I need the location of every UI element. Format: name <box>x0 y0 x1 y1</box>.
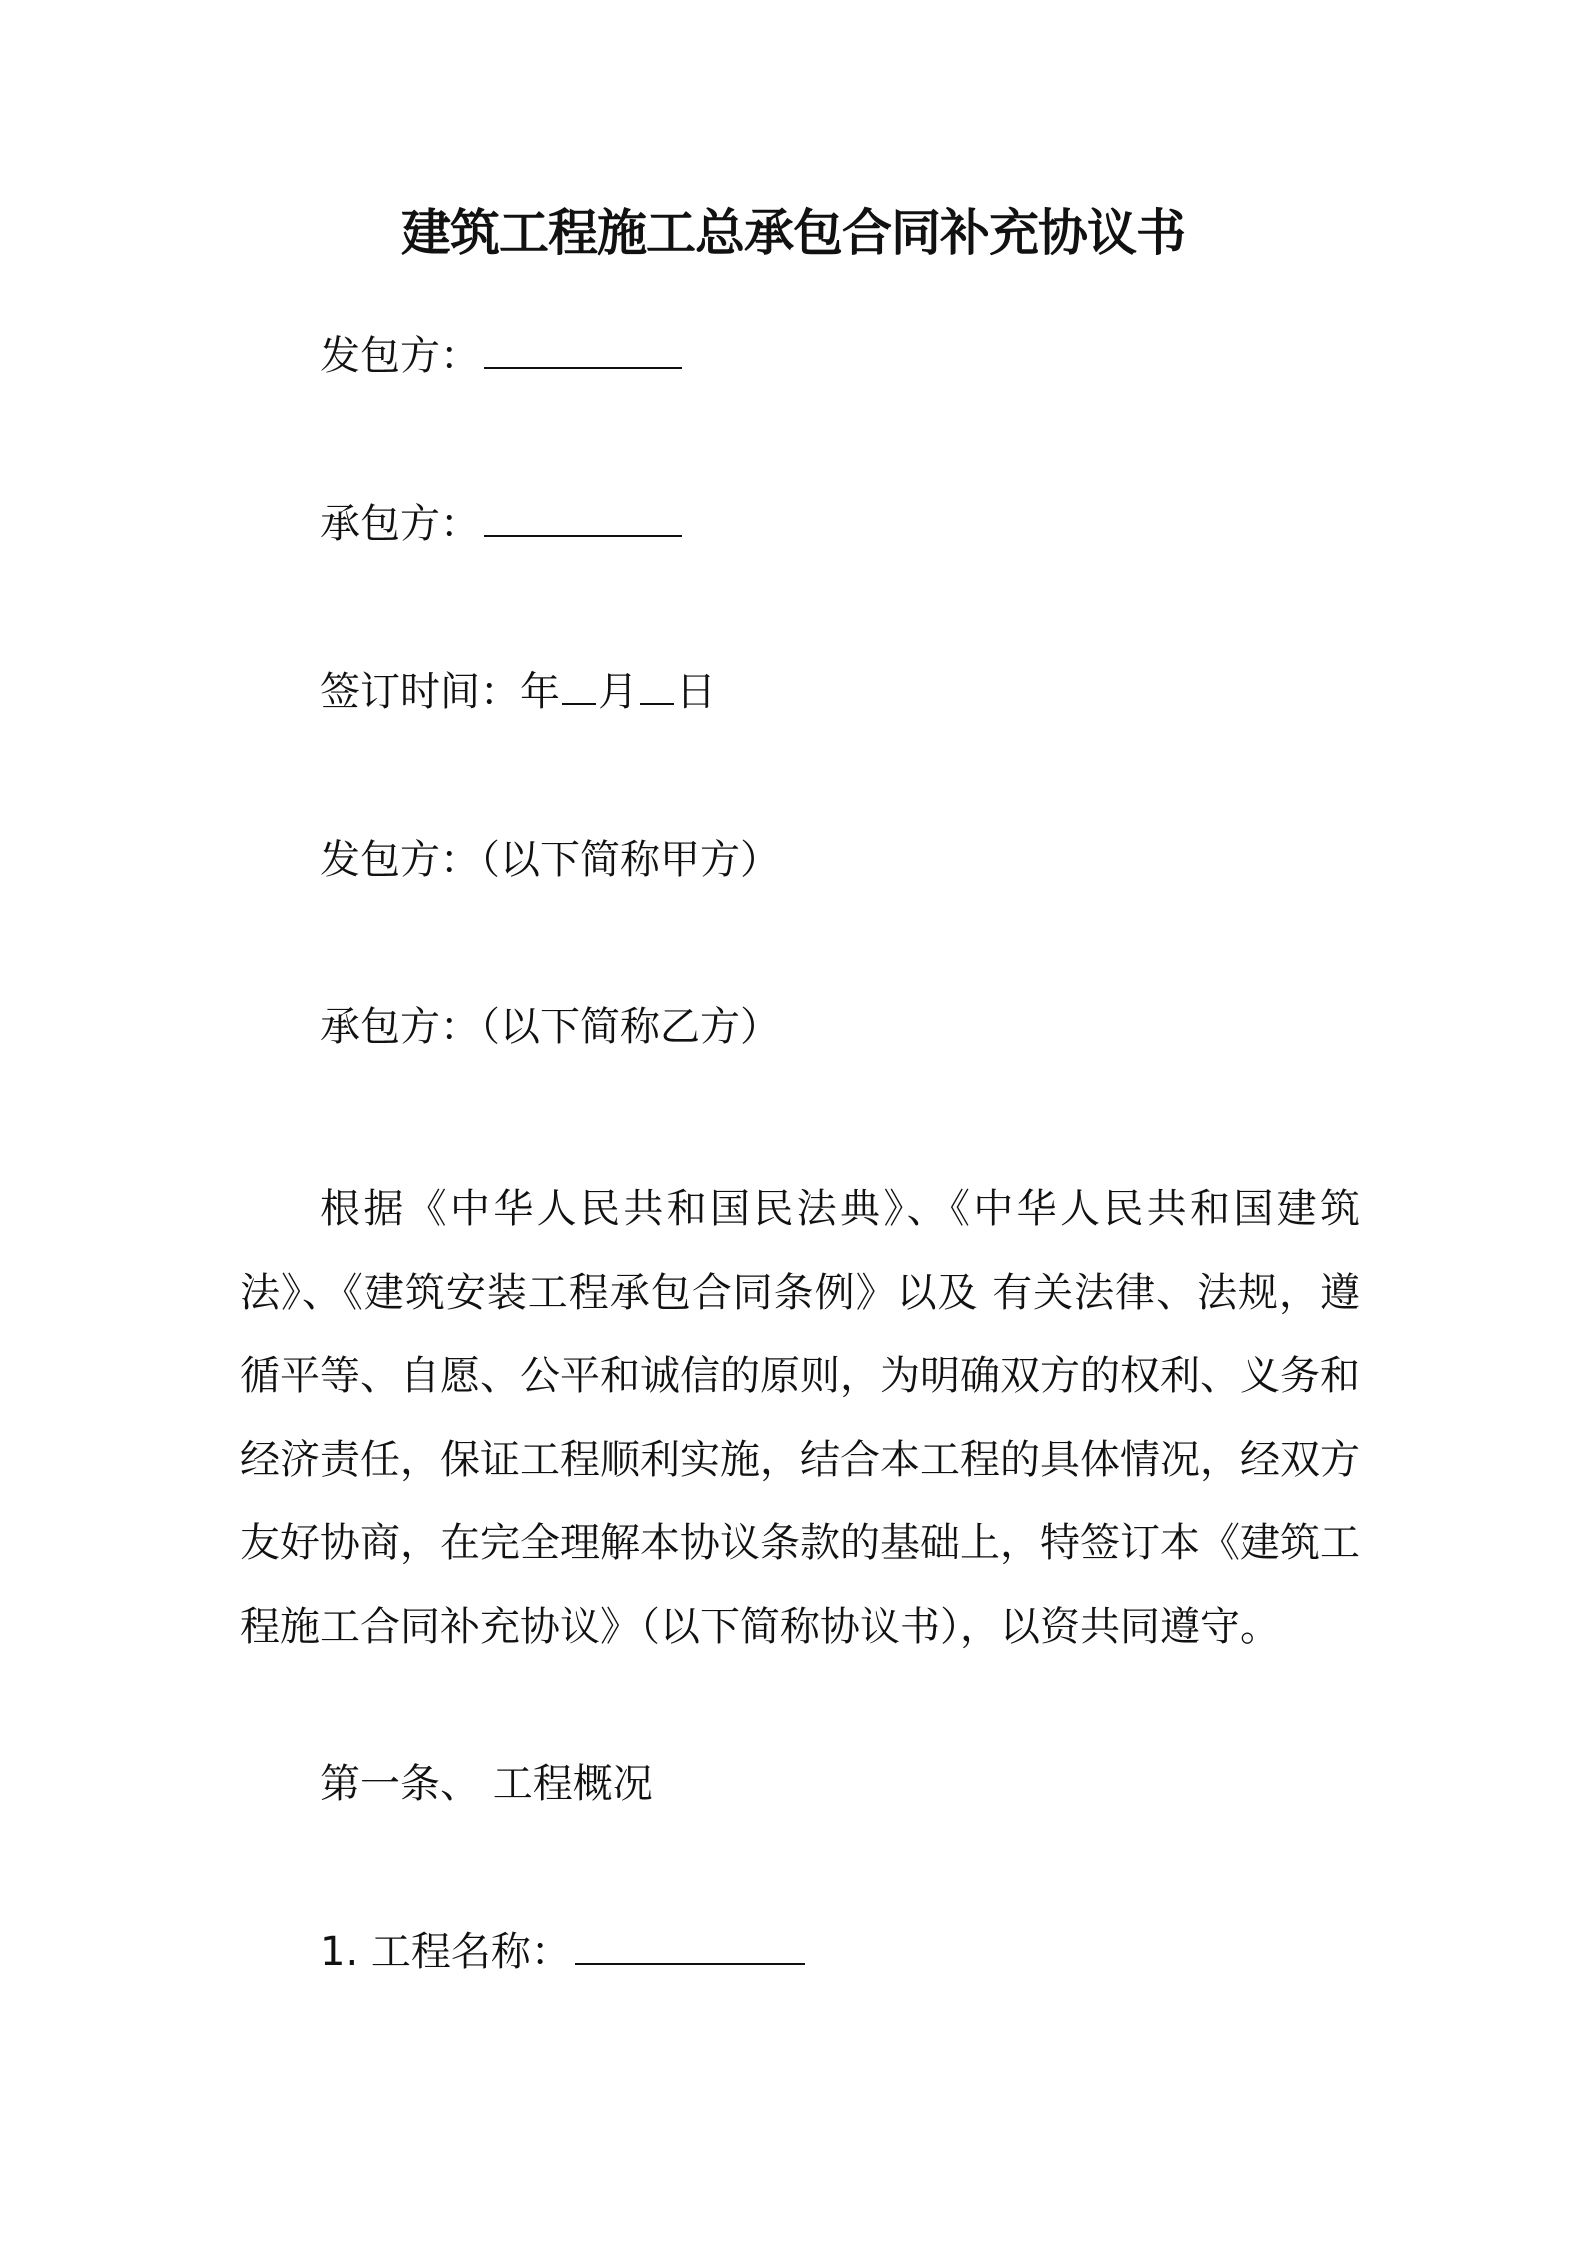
signing-label: 签订时间： <box>320 669 520 715</box>
article-one-heading: 第一条、 工程概况 <box>320 1761 653 1807</box>
month-unit: 月 <box>598 669 638 715</box>
contractor-label: 承包方： <box>320 501 480 547</box>
preamble-paragraph: 根据《中华人民共和国民法典》、《中华人民共和国建筑法》、《建筑安装工程承包合同条例》以及 有关法律、法规，遵循平等、自愿、公平和诚信的原则，为明确双方的权利、义务和经济责任，保证工程顺利实施，结合本工程的具体情况，经双方友好协商，在完全理解本协议条款的基础上，特签订本《建筑工程施工合同补充协议》（以下简称协议书），以资共同遵守。 <box>240 1186 1360 1650</box>
party-a-line: 发包方：（以下简称甲方） <box>320 837 780 883</box>
contractor-field <box>320 496 682 552</box>
party-b-line: 承包方：（以下简称乙方） <box>320 1004 780 1050</box>
project-name-field <box>320 1924 805 1980</box>
employer-label: 发包方： <box>320 333 480 379</box>
day-unit: 日 <box>676 669 716 715</box>
contractor-blank <box>484 499 682 537</box>
project-name-label: 1. 工程名称： <box>320 1929 571 1975</box>
project-name-blank <box>575 1927 805 1965</box>
document-title: 建筑工程施工总承包合同补充协议书 <box>401 204 1185 262</box>
year-unit: 年 <box>520 669 560 715</box>
signing-date-field <box>320 664 716 720</box>
day-blank <box>640 667 674 705</box>
month-blank <box>562 667 596 705</box>
employer-field <box>320 328 682 384</box>
employer-blank <box>484 331 682 369</box>
